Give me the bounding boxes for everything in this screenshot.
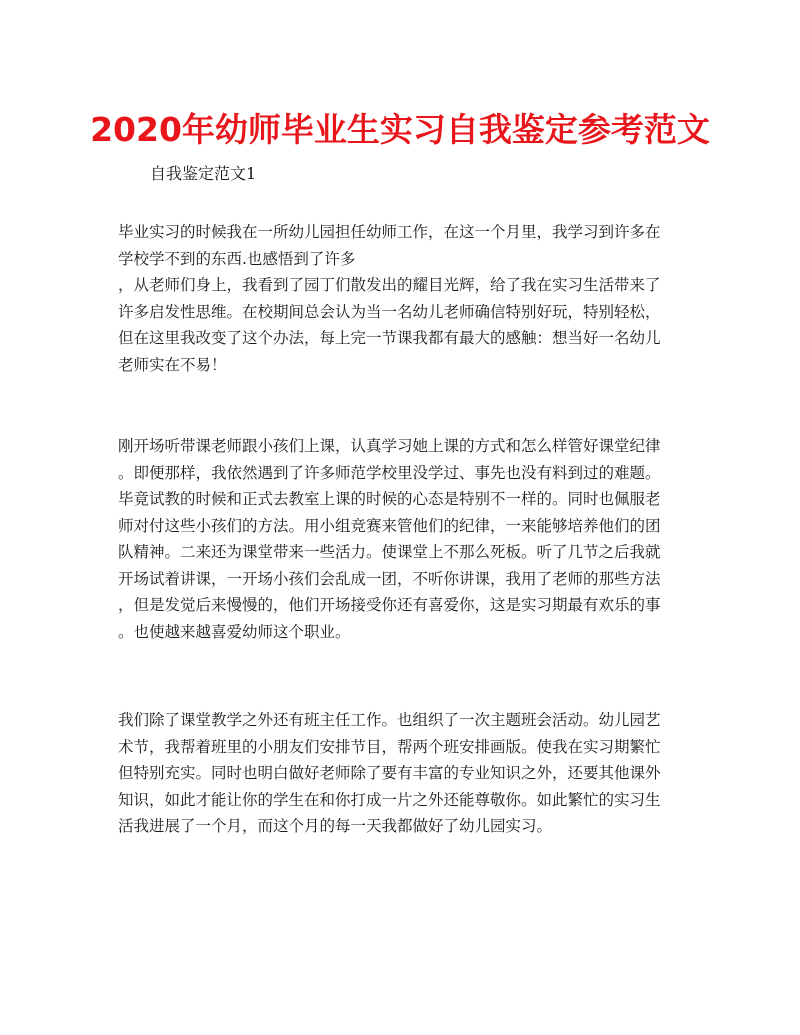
document-subtitle: 自我鉴定范文1 <box>150 164 257 183</box>
paragraph-line: 术节，我帮着班里的小朋友们安排节目，帮两个班安排画版。使我在实习期繁忙 <box>118 737 661 756</box>
paragraph-line: 知识，如此才能让你的学生在和你打成一片之外还能尊敬你。如此繁忙的实习生 <box>118 790 661 809</box>
paragraph-1 <box>118 219 684 378</box>
paragraph-line: 但在这里我改变了这个办法，每上完一节课我都有最大的感触：想当好一名幼儿 <box>118 329 661 347</box>
paragraph-line: 我们除了课堂教学之外还有班主任工作。也组织了一次主题班会活动。幼儿园艺 <box>118 711 661 729</box>
paragraph-line: 师对付这些小孩们的方法。用小组竞赛来管他们的纪律，一来能够培养他们的团 <box>118 516 661 535</box>
paragraph-line: 毕业实习的时候我在一所幼儿园担任幼师工作，在这一个月里，我学习到许多在 <box>118 223 661 241</box>
paragraph-line: 开场试着讲课，一开场小孩们会乱成一团，不听你讲课，我用了老师的那些方法 <box>118 569 661 588</box>
paragraph-line: 但特别充实。同时也明白做好老师除了要有丰富的专业知识之外，还要其他课外 <box>118 764 661 782</box>
document-title: 2020年幼师毕业生实习自我鉴定参考范文 <box>90 110 710 149</box>
paragraph-line: 学校学不到的东西.也感悟到了许多 <box>118 249 356 268</box>
paragraph-line: 许多启发性思维。在校期间总会认为当一名幼儿老师确信特别好玩，特别轻松， <box>118 302 661 321</box>
paragraph-line: ，但是发觉后来慢慢的，他们开场接受你还有喜爱你，这是实习期最有欢乐的事 <box>118 596 661 614</box>
paragraph-line: 活我进展了一个月，而这个月的每一天我都做好了幼儿园实习。 <box>118 817 553 835</box>
paragraph-line: 。也使越来越喜爱幼师这个职业。 <box>118 622 351 641</box>
paragraph-line: 刚开场听带课老师跟小孩们上课，认真学习她上课的方式和怎么样管好课堂纪律 <box>118 437 661 455</box>
paragraph-2 <box>118 433 684 645</box>
paragraph-line: 队精神。二来还为课堂带来一些活力。使课堂上不那么死板。听了几节之后我就 <box>118 543 661 561</box>
paragraph-line: 毕竟试教的时候和正式去教室上课的时候的心态是特别不一样的。同时也佩服老 <box>118 490 661 508</box>
paragraph-line: 。即便那样，我依然遇到了许多师范学校里没学过、事先也没有料到过的难题。 <box>118 463 661 482</box>
paragraph-line: 老师实在不易！ <box>118 355 227 374</box>
paragraph-line: ，从老师们身上，我看到了园丁们散发出的耀目光辉，给了我在实习生活带来了 <box>118 276 661 294</box>
paragraph-3 <box>118 707 684 840</box>
